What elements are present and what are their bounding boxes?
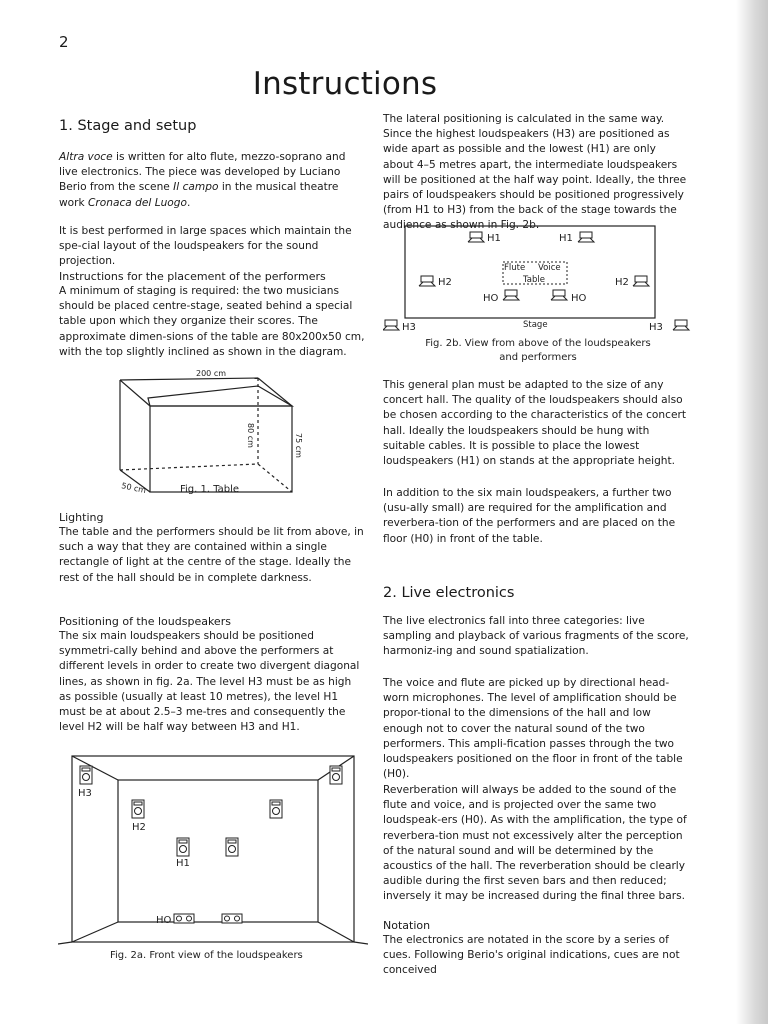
floor-line-right — [354, 942, 368, 944]
fig2b-label-h3-right: H3 — [649, 322, 663, 333]
speaker-h1-right-icon — [226, 838, 238, 856]
speaker-h0-left-icon — [503, 290, 519, 300]
speaker-h3-right-icon — [673, 320, 689, 330]
stage-back-wall — [118, 780, 318, 922]
table-right-edge — [258, 378, 292, 406]
lighting-paragraph: The table and the performers should be lit from above, in such a way that they are contained within a single rectangle of light at the centre of the stage. Ideally the rest of the hall should be in complete darkness. — [59, 526, 364, 584]
voice-flute-paragraph: The voice and flute are picked up by directional head-worn microphones. The level of amplification should be propor-tional to the dimensions of the hall and low enough not to cover the natural sound of the two performers. This ampli-fication passes through the two loudspeakers positioned on the floor in front of the table (H0). — [383, 677, 683, 781]
notation-heading: Notation — [383, 919, 431, 932]
fig2a-label-h0: HO — [156, 915, 172, 926]
fig2a-label-h2: H2 — [132, 822, 146, 833]
section-heading-live-electronics: 2. Live electronics — [383, 585, 515, 601]
perspective-line-br — [318, 922, 354, 942]
fig1-depth-label: 50 cm — [120, 481, 147, 496]
h0-speakers-paragraph: In addition to the six main loudspeakers, a further two (usu-ally small) are required for the amplification and reverbera-tion of the performers and are placed on the floor (H0) in front of the table. — [383, 487, 676, 545]
fig1-height-label-75: 75 cm — [294, 433, 303, 458]
scene-title: Il campo — [173, 181, 219, 194]
table-hidden-side — [258, 464, 292, 492]
opera-title: Cronaca del Luogo — [88, 196, 187, 209]
fig2a-caption: Fig. 2a. Front view of the loudspeakers — [110, 950, 303, 961]
fig2b-label-voice: Voice — [538, 263, 561, 273]
spaces-paragraph: It is best performed in large spaces which maintain the spe-cial layout of the loudspeakers for the sound projection. — [59, 225, 352, 268]
live-electronics-paragraph: The live electronics fall into three categories: live sampling and playback of various fragments of the score, harmoniz-ing and sound spatialization. — [383, 615, 689, 658]
intro-text-3: . — [187, 196, 191, 209]
page-number: 2 — [59, 33, 69, 51]
fig2b-label-stage: Stage — [523, 320, 548, 330]
intro-paragraph — [59, 150, 365, 211]
page-title: Instructions — [252, 66, 438, 102]
speaker-h1-left-icon — [468, 232, 484, 242]
speaker-h3-left-icon — [80, 766, 92, 784]
notation-paragraph: The electronics are notated in the score by a series of cues. Following Berio's original indications, cues are not conceived — [383, 934, 680, 977]
fig2b-label-h0-left: HO — [483, 293, 499, 304]
page-edge-shadow — [736, 0, 768, 1024]
lateral-paragraph: The lateral positioning is calculated in the same way. Since the highest loudspeakers (H3) are positioned as wide apart as possible and the lowest (H1) are only about 4–5 metres apart, the intermediate loudspeakers will be positioned at the half way point. Ideally, the three pairs of loudspeakers should be positioned progressively (from H1 to H3) from the back of the stage towards the audience as shown in Fig. 2b. — [383, 113, 687, 232]
lighting-heading: Lighting — [59, 511, 104, 524]
intro-text-1: is written for alto flute, mezzo-soprano and live electronics. The piece was developed by Luciano Berio from the scene — [59, 151, 346, 194]
fig1-height-label-80: 80 cm — [246, 423, 255, 448]
speaker-h3-left-icon — [383, 320, 399, 330]
table-hidden-base — [120, 464, 258, 470]
speaker-h1-right-icon — [578, 232, 594, 242]
fig2b-label-h3-left: H3 — [402, 322, 416, 333]
fig2b-label-h2-left: H2 — [438, 277, 452, 288]
speaker-h1-left-icon — [177, 838, 189, 856]
speaker-h0-right-icon — [222, 914, 242, 923]
speaker-h0-right-icon — [551, 290, 567, 300]
fig2b-caption-line2: and performers — [499, 352, 577, 363]
work-title: Altra voce — [59, 151, 113, 163]
fig2b-top-view-diagram — [383, 224, 693, 366]
floor-line-left — [58, 942, 72, 944]
placement-heading: Instructions for the placement of the performers — [59, 270, 326, 283]
intro-text-2: in the musical theatre work — [59, 181, 339, 209]
speaker-h3-right-icon — [330, 766, 342, 784]
fig2a-label-h1: H1 — [176, 858, 190, 869]
table-back-edge — [120, 378, 258, 380]
reverberation-paragraph: Reverberation will always be added to the sound of the flute and voice, and is projected over the same two loudspeak-ers (H0). As with the amplification, the type of reverbera-tion must not excessively alter the perception of the natural sound and will be determined by the acoustics of the hall. The reverberation should be clearly audible during the first seven bars and then reduced; inversely it may be increased during the final three bars. — [383, 784, 687, 903]
speaker-h2-left-icon — [419, 276, 435, 286]
table-left-edge — [120, 380, 150, 406]
fig2b-label-h0-right: HO — [571, 293, 587, 304]
table-front-panel — [150, 406, 292, 492]
loudspeakers-heading: Positioning of the loudspeakers — [59, 615, 231, 628]
fig2b-label-h1-left: H1 — [487, 233, 501, 244]
speaker-h0-left-icon — [174, 914, 194, 923]
perspective-line-bl — [72, 922, 118, 942]
speaker-h2-left-icon — [132, 800, 144, 818]
fig1-width-label: 200 cm — [196, 369, 227, 378]
fig2b-label-h1-right: H1 — [559, 233, 573, 244]
section-heading-stage-setup: 1. Stage and setup — [59, 118, 197, 134]
general-plan-paragraph: This general plan must be adapted to the size of any concert hall. The quality of the loudspeakers should also be chosen according to the characteristics of the concert hall. Ideally the loudspeakers should be hung with suitable cables. It is possible to place the lowest loudspeakers (H1) on stands at the appropriate height. — [383, 379, 686, 468]
fig2b-caption-line1: Fig. 2b. View from above of the loudspeakers — [425, 338, 651, 349]
fig2a-front-view-diagram — [58, 752, 368, 967]
fig1-table-diagram — [110, 368, 310, 498]
speaker-h2-right-icon — [270, 800, 282, 818]
fig2b-label-flute: Flute — [504, 263, 526, 273]
hall-outer-frame — [72, 756, 354, 942]
stage-outline — [405, 226, 655, 318]
fig2b-label-table: Table — [523, 275, 545, 285]
table-top-surface — [148, 386, 292, 406]
loudspeakers-paragraph: The six main loudspeakers should be positioned symmetri-cally behind and above the performers at different levels in order to create two divergent diagonal lines, as shown in fig. 2a. The level H3 must be as high as possible (usually at least 10 metres), the level H1 must be at about 2.5–3 me-tres and consequently the level H2 will be half way between H3 and H1. — [59, 630, 360, 734]
perspective-line-tl — [72, 756, 118, 780]
speaker-h2-right-icon — [633, 276, 649, 286]
fig2b-label-h2-right: H2 — [615, 277, 629, 288]
fig1-caption: Fig. 1. Table — [180, 484, 240, 495]
placement-paragraph: A minimum of staging is required: the two musicians should be placed centre-stage, seated behind a special table upon which they organize their scores. The approximate dimen-sions of the table are 80x200x50 cm, with the top slightly inclined as shown in the diagram. — [59, 285, 365, 358]
fig2a-label-h3: H3 — [78, 788, 92, 799]
